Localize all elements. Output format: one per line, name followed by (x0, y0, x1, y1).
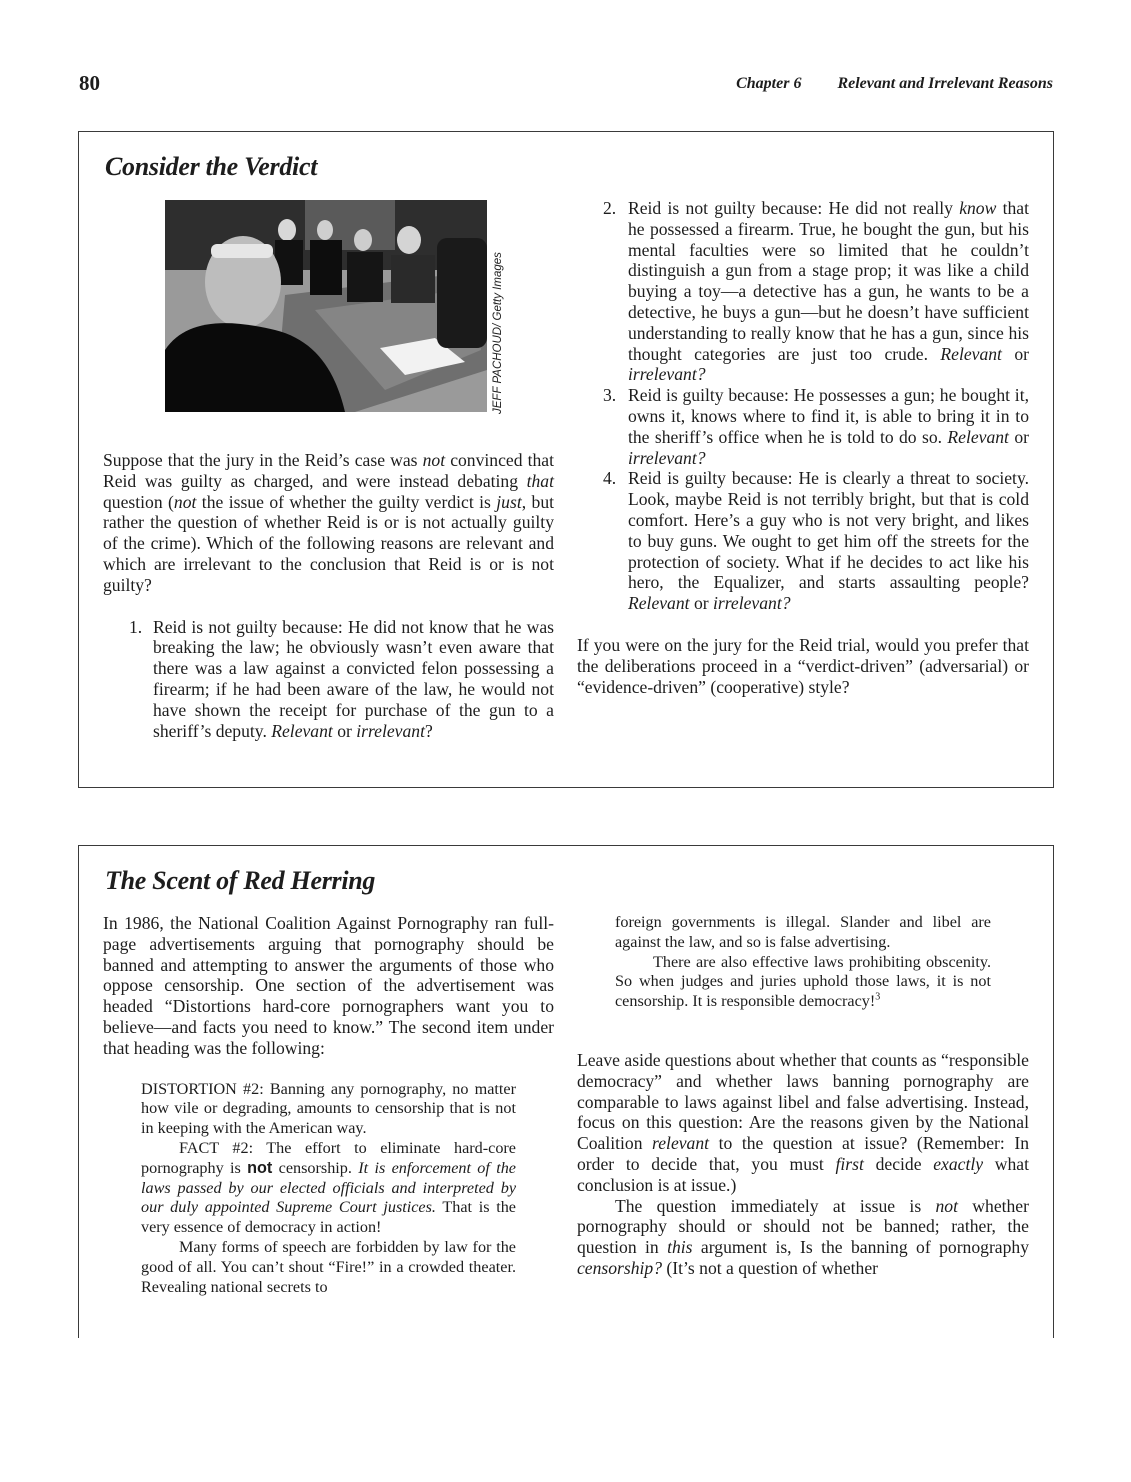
list-item: 3. Reid is guilty because: He possesses a gun; he bought it, owns it, knows where to find it, is able to bring it in to the sheriff’s office when he is told to do so. Relevant or irrelevant? (603, 385, 1029, 468)
footnote-marker: 3 (875, 991, 881, 1003)
reasons-list (103, 617, 554, 742)
courtroom-photo (165, 200, 487, 412)
fact-text: FACT #2: The effort to eliminate hard-core pornography is not censorship. It is enforcement of the laws passed by our elected officials and interpreted by our duly appointed Supreme Court justices. That is the very essence of democracy in action! (141, 1138, 516, 1237)
scent-of-red-herring-box (78, 845, 1054, 1338)
box-title: Consider the Verdict (105, 152, 318, 181)
box2-left-column (103, 913, 554, 1297)
intro-paragraph: In 1986, the National Coalition Against Pornography ran full-page advertisements arguing that pornography should be banned and attempting to answer the arguments of those who oppose censorship. One section of the advertisement was headed “Distortions hard-core pornographers want you to believe—and facts you need to know.” The second item under that heading was the following: (103, 913, 554, 1058)
box1-right-column (577, 198, 1029, 697)
box1-left-column (103, 450, 554, 741)
distortion-text: DISTORTION #2: Banning any pornography, no matter how vile or degrading, amounts to censorship that is not in keeping with the American way. (141, 1079, 516, 1138)
closing-question: If you were on the jury for the Reid trial, would you prefer that the deliberations proceed in a “verdict-driven” (adversarial) or “evidence-driven” (cooperative) style? (577, 634, 1029, 697)
intro-paragraph: Suppose that the jury in the Reid’s case was not convinced that Reid was guilty as charged, and were instead debating that question (not the issue of whether the guilty verdict is just, but rather the question of whether Reid is or is not actually guilty of the crime). Which of the following reasons are relevant and which are irrelevant to the conclusion that Reid is or is not guilty? (103, 450, 555, 595)
reasons-list (577, 198, 1029, 614)
page-number: 80 (79, 71, 100, 95)
obscenity-text: There are also effective laws prohibiting obscenity. So when judges and juries uphold those laws, it is not censorship. It is responsible democracy!$^3$ (615, 952, 991, 1011)
courtroom-photo-image (165, 200, 487, 412)
question-at-issue-paragraph: The question immediately at issue is not whether pornography should or should not be banned; rather, the question in this argument is, Is the banning of pornography censorship? (It’s not a question of whether (577, 1195, 1030, 1278)
running-header (736, 75, 1053, 93)
list-item: 4. Reid is guilty because: He is clearly a threat to society. Look, maybe Reid is not terribly bright, but that is cold comfort. Here’s a guy who is not very bright, and likes to buy guns. We ought to get him off the streets for the protection of society. What if he decides to act like his hero, the Equalizer, and starts assaulting people? Relevant or irrelevant? (603, 468, 1029, 614)
box2-right-column (577, 913, 1029, 1279)
advertisement-quote (141, 1080, 516, 1298)
list-item: 2. Reid is not guilty because: He did not really know that he possessed a firearm. True, he bought the gun, but his mental faculties were so limited that he couldn’t distinguish a gun from a stage prop; it was like a child buying a toy—a detective has a gun, he wants to be a detective, he buys a gun—but he doesn’t have sufficient understanding to really know that he has a gun, since his thought categories are just too crude. Relevant or irrelevant? (603, 198, 1030, 385)
leave-aside-paragraph: Leave aside questions about whether that counts as “responsible democracy” and whether laws banning pornography are comparable to laws against libel and false advertising. Instead, focus on this question: Are the reasons given by the National Coalition relevant to the question at issue? (Remember: In order to decide that, you must first decide exactly what conclusion is at issue.) (577, 1049, 1029, 1195)
photo-credit: JEFF PACHOUD/ Getty Images (492, 252, 504, 414)
forms-of-speech-continued: foreign governments is illegal. Slander and libel are against the law, and so is false advertising. (615, 913, 991, 951)
advertisement-quote-continued (577, 913, 1029, 1012)
box-title: The Scent of Red Herring (105, 866, 376, 895)
list-item: 1. Reid is not guilty because: He did not know that he was breaking the law; he obviously wasn’t even aware that there was a law against a convicted felon possessing a firearm; if he had been aware of the law, he would not have shown the receipt for purchase of the gun to a sheriff’s deputy. Relevant or irrelevant? (129, 616, 554, 741)
section-title: Relevant and Irrelevant Reasons (837, 75, 1053, 92)
forms-of-speech-text: Many forms of speech are forbidden by law for the good of all. You can’t shout “Fire!” in a crowded theater. Revealing national secrets to (141, 1237, 516, 1296)
consider-the-verdict-box (78, 131, 1054, 788)
chapter-label: Chapter 6 (736, 75, 802, 92)
